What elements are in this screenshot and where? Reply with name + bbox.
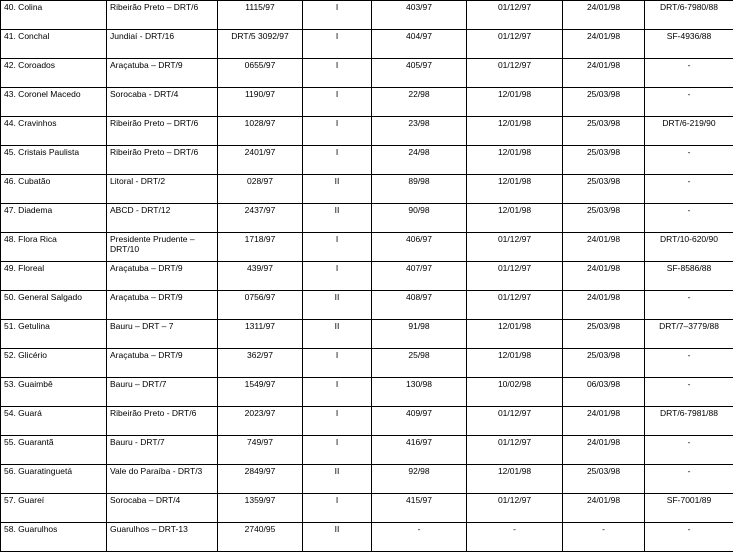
process-number-cell: 1359/97 <box>218 494 303 523</box>
publication-date-cell: 12/01/98 <box>467 465 563 494</box>
table-row <box>1 262 733 291</box>
table-row <box>1 291 733 320</box>
reference-cell: - <box>645 59 733 88</box>
category-cell: I <box>303 146 372 175</box>
resolution-number-cell: 23/98 <box>372 117 467 146</box>
process-number-cell: 1549/97 <box>218 378 303 407</box>
table-row <box>1 175 733 204</box>
expiry-date-cell: - <box>563 523 645 552</box>
reference-cell: - <box>645 204 733 233</box>
process-number-cell: 2023/97 <box>218 407 303 436</box>
regional-office-cell: Ribeirão Preto - DRT/6 <box>107 407 218 436</box>
resolution-number-cell: 416/97 <box>372 436 467 465</box>
category-cell: I <box>303 436 372 465</box>
reference-cell: - <box>645 175 733 204</box>
resolution-number-cell: 25/98 <box>372 349 467 378</box>
process-number-cell: 1718/97 <box>218 233 303 262</box>
expiry-date-cell: 24/01/98 <box>563 494 645 523</box>
resolution-number-cell: 404/97 <box>372 30 467 59</box>
resolution-number-cell: 92/98 <box>372 465 467 494</box>
publication-date-cell: 01/12/97 <box>467 494 563 523</box>
publication-date-cell: 01/12/97 <box>467 233 563 262</box>
municipality-cell: 58. Guarulhos <box>1 523 107 552</box>
process-number-cell: 2849/97 <box>218 465 303 494</box>
expiry-date-cell: 24/01/98 <box>563 1 645 30</box>
category-cell: I <box>303 30 372 59</box>
resolution-number-cell: 403/97 <box>372 1 467 30</box>
resolution-number-cell: 91/98 <box>372 320 467 349</box>
resolution-number-cell: 24/98 <box>372 146 467 175</box>
process-number-cell: 2401/97 <box>218 146 303 175</box>
regional-office-cell: Araçatuba – DRT/9 <box>107 349 218 378</box>
municipality-cell: 52. Glicério <box>1 349 107 378</box>
table-row <box>1 146 733 175</box>
regional-office-cell: Araçatuba – DRT/9 <box>107 262 218 291</box>
municipality-cell: 50. General Salgado <box>1 291 107 320</box>
reference-cell: SF-7001/89 <box>645 494 733 523</box>
reference-cell: - <box>645 378 733 407</box>
publication-date-cell: - <box>467 523 563 552</box>
table-row <box>1 436 733 465</box>
publication-date-cell: 10/02/98 <box>467 378 563 407</box>
resolution-number-cell: 415/97 <box>372 494 467 523</box>
publication-date-cell: 01/12/97 <box>467 30 563 59</box>
regional-office-cell: ABCD - DRT/12 <box>107 204 218 233</box>
process-number-cell: DRT/5 3092/97 <box>218 30 303 59</box>
category-cell: I <box>303 233 372 262</box>
process-number-cell: 1115/97 <box>218 1 303 30</box>
reference-cell: - <box>645 88 733 117</box>
category-cell: II <box>303 175 372 204</box>
reference-cell: - <box>645 523 733 552</box>
reference-cell: DRT/6-7980/88 <box>645 1 733 30</box>
reference-cell: SF-8586/88 <box>645 262 733 291</box>
resolution-number-cell: 405/97 <box>372 59 467 88</box>
process-number-cell: 1311/97 <box>218 320 303 349</box>
publication-date-cell: 01/12/97 <box>467 59 563 88</box>
category-cell: I <box>303 88 372 117</box>
publication-date-cell: 01/12/97 <box>467 407 563 436</box>
reference-cell: - <box>645 349 733 378</box>
expiry-date-cell: 24/01/98 <box>563 291 645 320</box>
process-number-cell: 749/97 <box>218 436 303 465</box>
reference-cell: DRT/7–3779/88 <box>645 320 733 349</box>
publication-date-cell: 01/12/97 <box>467 262 563 291</box>
resolution-number-cell: 408/97 <box>372 291 467 320</box>
expiry-date-cell: 24/01/98 <box>563 436 645 465</box>
municipality-cell: 56. Guaratinguetá <box>1 465 107 494</box>
regional-office-cell: Ribeirão Preto – DRT/6 <box>107 1 218 30</box>
process-number-cell: 439/97 <box>218 262 303 291</box>
reference-cell: SF-4936/88 <box>645 30 733 59</box>
resolution-number-cell: 22/98 <box>372 88 467 117</box>
category-cell: I <box>303 349 372 378</box>
table-row <box>1 523 733 552</box>
table-row <box>1 59 733 88</box>
publication-date-cell: 12/01/98 <box>467 175 563 204</box>
resolution-number-cell: - <box>372 523 467 552</box>
municipality-cell: 48. Flora Rica <box>1 233 107 262</box>
publication-date-cell: 01/12/97 <box>467 291 563 320</box>
municipality-cell: 54. Guará <box>1 407 107 436</box>
publication-date-cell: 12/01/98 <box>467 88 563 117</box>
municipality-cell: 40. Colina <box>1 1 107 30</box>
expiry-date-cell: 24/01/98 <box>563 59 645 88</box>
table-row <box>1 465 733 494</box>
table-row <box>1 117 733 146</box>
municipality-cell: 44. Cravinhos <box>1 117 107 146</box>
regional-office-cell: Bauru – DRT/7 <box>107 378 218 407</box>
category-cell: II <box>303 291 372 320</box>
resolution-number-cell: 90/98 <box>372 204 467 233</box>
reference-cell: - <box>645 146 733 175</box>
category-cell: II <box>303 523 372 552</box>
process-number-cell: 1028/97 <box>218 117 303 146</box>
regional-office-cell: Araçatuba – DRT/9 <box>107 59 218 88</box>
regional-office-cell: Vale do Paraíba - DRT/3 <box>107 465 218 494</box>
table-row <box>1 88 733 117</box>
reference-cell: DRT/6-219/90 <box>645 117 733 146</box>
process-number-cell: 028/97 <box>218 175 303 204</box>
regional-office-cell: Jundiaí - DRT/16 <box>107 30 218 59</box>
municipality-cell: 42. Coroados <box>1 59 107 88</box>
table-row <box>1 378 733 407</box>
expiry-date-cell: 06/03/98 <box>563 378 645 407</box>
publication-date-cell: 12/01/98 <box>467 204 563 233</box>
expiry-date-cell: 25/03/98 <box>563 349 645 378</box>
regional-office-cell: Ribeirão Preto – DRT/6 <box>107 146 218 175</box>
municipality-cell: 51. Getulina <box>1 320 107 349</box>
category-cell: I <box>303 407 372 436</box>
expiry-date-cell: 25/03/98 <box>563 204 645 233</box>
expiry-date-cell: 24/01/98 <box>563 30 645 59</box>
table-row <box>1 349 733 378</box>
category-cell: I <box>303 262 372 291</box>
regional-office-cell: Ribeirão Preto – DRT/6 <box>107 117 218 146</box>
table-row <box>1 1 733 30</box>
municipality-cell: 47. Diadema <box>1 204 107 233</box>
publication-date-cell: 01/12/97 <box>467 1 563 30</box>
category-cell: I <box>303 1 372 30</box>
table-row <box>1 204 733 233</box>
regional-office-cell: Litoral - DRT/2 <box>107 175 218 204</box>
regional-office-cell: Bauru - DRT/7 <box>107 436 218 465</box>
table-row <box>1 494 733 523</box>
regional-office-cell: Sorocaba – DRT/4 <box>107 494 218 523</box>
publication-date-cell: 12/01/98 <box>467 349 563 378</box>
process-number-cell: 0756/97 <box>218 291 303 320</box>
category-cell: II <box>303 204 372 233</box>
municipality-cell: 49. Floreal <box>1 262 107 291</box>
reference-cell: - <box>645 436 733 465</box>
category-cell: II <box>303 320 372 349</box>
resolution-number-cell: 89/98 <box>372 175 467 204</box>
municipality-cell: 45. Cristais Paulista <box>1 146 107 175</box>
publication-date-cell: 12/01/98 <box>467 320 563 349</box>
process-number-cell: 2437/97 <box>218 204 303 233</box>
expiry-date-cell: 25/03/98 <box>563 88 645 117</box>
regional-office-cell: Guarulhos – DRT-13 <box>107 523 218 552</box>
reference-cell: - <box>645 291 733 320</box>
expiry-date-cell: 24/01/98 <box>563 233 645 262</box>
table-row <box>1 233 733 262</box>
table-row <box>1 30 733 59</box>
publication-date-cell: 12/01/98 <box>467 146 563 175</box>
municipality-cell: 55. Guarantã <box>1 436 107 465</box>
regional-office-cell: Bauru – DRT – 7 <box>107 320 218 349</box>
expiry-date-cell: 25/03/98 <box>563 117 645 146</box>
table-row <box>1 320 733 349</box>
municipality-cell: 53. Guaimbê <box>1 378 107 407</box>
publication-date-cell: 12/01/98 <box>467 117 563 146</box>
municipality-cell: 41. Conchal <box>1 30 107 59</box>
category-cell: I <box>303 59 372 88</box>
resolution-number-cell: 406/97 <box>372 233 467 262</box>
resolution-number-cell: 130/98 <box>372 378 467 407</box>
expiry-date-cell: 24/01/98 <box>563 262 645 291</box>
expiry-date-cell: 25/03/98 <box>563 465 645 494</box>
reference-cell: DRT/10-620/90 <box>645 233 733 262</box>
publication-date-cell: 01/12/97 <box>467 436 563 465</box>
process-number-cell: 1190/97 <box>218 88 303 117</box>
municipality-cell: 57. Guareí <box>1 494 107 523</box>
resolution-number-cell: 407/97 <box>372 262 467 291</box>
category-cell: II <box>303 465 372 494</box>
reference-cell: DRT/6-7981/88 <box>645 407 733 436</box>
regional-office-cell: Araçatuba – DRT/9 <box>107 291 218 320</box>
process-number-cell: 362/97 <box>218 349 303 378</box>
process-number-cell: 0655/97 <box>218 59 303 88</box>
expiry-date-cell: 25/03/98 <box>563 175 645 204</box>
municipality-cell: 43. Coronel Macedo <box>1 88 107 117</box>
process-number-cell: 2740/95 <box>218 523 303 552</box>
regional-office-cell: Presidente Prudente – DRT/10 <box>107 233 218 262</box>
resolution-number-cell: 409/97 <box>372 407 467 436</box>
reference-cell: - <box>645 465 733 494</box>
expiry-date-cell: 25/03/98 <box>563 320 645 349</box>
regional-office-cell: Sorocaba - DRT/4 <box>107 88 218 117</box>
expiry-date-cell: 25/03/98 <box>563 146 645 175</box>
expiry-date-cell: 24/01/98 <box>563 407 645 436</box>
category-cell: I <box>303 494 372 523</box>
municipality-cell: 46. Cubatão <box>1 175 107 204</box>
category-cell: I <box>303 378 372 407</box>
category-cell: I <box>303 117 372 146</box>
table-row <box>1 407 733 436</box>
table-body <box>1 1 733 552</box>
